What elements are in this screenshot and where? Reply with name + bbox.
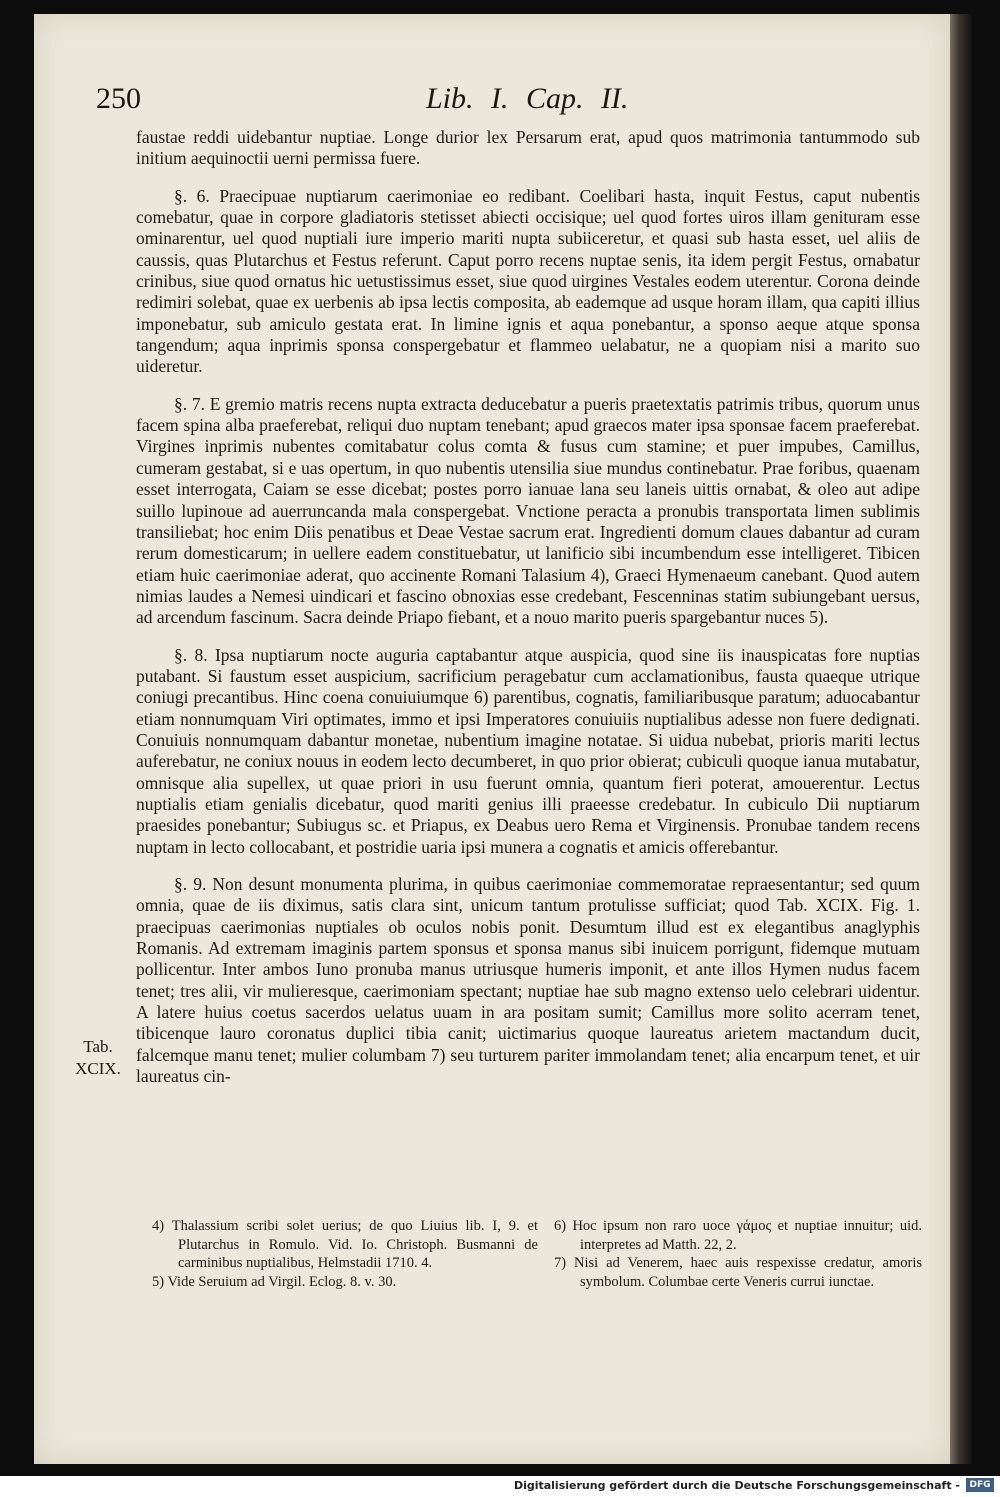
page-header (96, 82, 884, 122)
paragraph-section-6: §. 6. Praecipuae nuptiarum caerimoniae eo redibant. Coelibari hasta, inquit Festus, caput nubentis comebatur, quae in corpore gladiatoris stetisset abiecti occisique; uel quod fortes uiros illam genituram esse ominarentur, uel quod nuptiali iure imperio mariti nupta subiiceretur, et quasi sub hasta esset, uel aliis de caussis, quas Plutarchus et Festus referunt. Caput porro recens nuptae senis, ita idem pergit Festus, ornabatur crinibus, siue quod ornatus hic uetustissimus esset, siue quod uirgines Vestales eodem uterentur. Corona deinde redimiri solebat, quae ex uerbenis ab ipsa lectis composita, ab eademque ad usque horam illam, qua capiti illius imponebatur, sub amiculo gestata erat. In limine ignis et aqua ponebantur, a sponso aeque atque sponsa tangendum; aqua inprimis sponsa conspergebatur et flammeo uelabatur, ne a quopiam nisi a marito suo uideretur. (136, 185, 920, 377)
footnote-7: 7) Nisi ad Venerem, haec auis respexisse credatur, amoris symbolum. Columbae certe Veneris currui iunctae. (554, 1255, 922, 1290)
margin-note-line1: Tab. (83, 1037, 113, 1056)
running-head: Lib. I. Cap. II. (426, 82, 629, 115)
page-edge (950, 14, 972, 1464)
footnote-6: 6) Hoc ipsum non raro uoce γάμος et nuptiae innuitur; uid. interpretes ad Matth. 22, 2. (554, 1218, 922, 1253)
paragraph-section-8: §. 8. Ipsa nuptiarum nocte auguria captabantur atque auspicia, quod sine iis inauspicatas fore nuptias putabant. Si faustum esset auspicium, sacrificium peragebatur cum acclamationibus, fausta quaeque utrique coniugi precantibus. Hinc coena conuiuiumque 6) parentibus, cognatis, familiaribusque paratum; aduocabantur etiam nonnumquam Viri optimates, immo et ipsi Imperatores conuiuiis nuptialibus adesse non fuere dedignati. Conuiuis nonnumquam dabantur monetae, nubentium imagine notatae. Si uidua nubebat, prioris mariti lectus auferebatur, ne coniux nouus in eodem lecto decumberet, in quo prior obierat; cubiculi quoque ianua mutabatur, omnisque alia supellex, ut quae priori in usu fuerunt omnia, quantum fieri poterat, amouerentur. Lectus nuptialis etiam genialis dicebatur, quod mariti genius illi praeesse credebatur. In cubiculo Dii nuptiarum praesides ponebantur; Subiugus sc. et Priapus, ex Deabus uero Rema et Virginensis. Pronubae tandem recens nuptam in lecto collocabant, et postridie uaria ipsi munera a cognatis et amicis offerebantur. (136, 644, 920, 857)
paragraph-section-7: §. 7. E gremio matris recens nupta extracta deducebatur a pueris praetextatis patrimis tribus, quorum unus facem spina alba praeferebat, reliqui duo nuptam tenebant; apud graecos mater ipsa sponsae facem praeferebat. Virgines inprimis nubentes comitabatur colus comta & fusus cum stamine; et puer impubes, Camillus, cumeram gestabat, si e uas opertum, in quo nubentis utensilia siue mundus continebatur. Prae foribus, quaenam esset interrogata, Caiam se esse dicebat; postes porro ianuae lana seu laneis uittis ornabat, & oleo aut adipe suillo lupinoue ad auerruncanda mala conspergebat. Vnctione peracta a pronubis transportata limen sublimis transiliebat; hoc enim Diis penatibus et Deae Vestae sacrum erat. Ingredienti domum claues dabantur ad curam rerum domesticarum; in uellere eadem constituebatur, ut lanificio sibi incumbendum esse intelligeret. Tibicen etiam huic caerimoniae aderat, quo accinente Romani Talasium 4), Graeci Hymenaeum canebant. Quod autem nimias laudes a Nemesi uindicari et fascino obnoxias esse credebant, Fescenninas statim subiungebant uersus, ad arcendum fascinum. Sacra deinde Priapo fiebant, et a nouo marito pueris spargebantur nuces 5). (136, 393, 920, 628)
footer-bar (0, 1476, 1000, 1497)
dfg-logo-icon: DFG (966, 1478, 994, 1492)
footnotes-right-column (554, 1217, 922, 1291)
footnote-4: 4) Thalassium scribi solet uerius; de quo Liuius lib. I, 9. et Plutarchus in Romulo. Vid. Io. Christoph. Busmanni de carminibus nuptialibus, Helmstadii 1710. 4. (152, 1218, 538, 1272)
body-text (136, 127, 920, 1087)
funding-credit: Digitalisierung gefördert durch die Deutsche Forschungsgemeinschaft - (513, 1479, 960, 1492)
page-number: 250 (96, 82, 141, 115)
paragraph-continuation: faustae reddi uidebantur nuptiae. Longe durior lex Persarum erat, apud quos matrimonia tantummodo sub initium aequinoctii uerni permissa fuere. (136, 127, 920, 169)
margin-note-line2: XCIX. (75, 1059, 121, 1078)
footnotes-left-column (152, 1217, 538, 1291)
paragraph-section-9: §. 9. Non desunt monumenta plurima, in quibus caerimoniae commemoratae repraesentantur; sed quum omnia, quae de iis diximus, satis clara sint, unicum tantum protulisse sufficiat; quod Tab. XCIX. Fig. 1. praecipuas caerimonias nuptiales ob oculos nobis ponit. Desumtum illud est ex elegantibus anaglyphis Romanis. Ad extremam imaginis partem sponsus et sponsa manus sibi inuicem porrigunt, fidemque mutuam pollicentur. Inter ambos Iuno pronuba manus utriusque humeris imponit, et ante illos Hymen nudus facem tenet; tres alii, vir mulieresque, caerimoniam spectant; nuptiae hae sub magno extenso uelo celebrari uidentur. A latere huius coetus sacerdos uelatus uuam in ara positam sumit; Camillus more solito acerram tenet, tibicenque lauro coronatus duplici tibia canit; uictimarius quoque laureatus arietem mactandum ducit, falcemque manu tenet; mulier columbam 7) seu turturem pariter immolandam tenet; alia encarpum tenet, et uir laureatus cin- (136, 874, 920, 1087)
margin-note (66, 1036, 130, 1080)
footnote-5: 5) Vide Seruium ad Virgil. Eclog. 8. v. 30. (152, 1273, 397, 1290)
